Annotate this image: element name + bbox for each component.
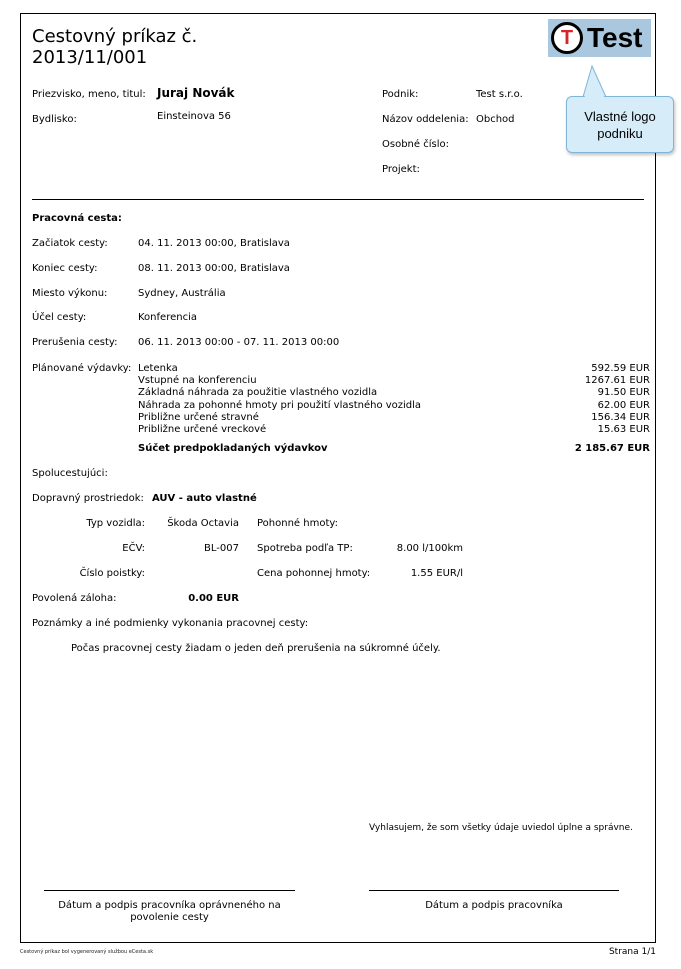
expense-item-amount: 91.50 EUR — [597, 387, 650, 398]
trip-end: 08. 11. 2013 00:00, Bratislava — [138, 263, 290, 274]
address-label: Bydlisko: — [32, 114, 77, 125]
name-label: Priezvisko, meno, titul: — [32, 89, 146, 100]
vehicle-type: Škoda Octavia — [167, 518, 239, 529]
notes-text: Počas pracovnej cesty žiadam o jeden deň prerušenia na súkromné účely. — [71, 643, 441, 654]
expense-item-amount: 592.59 EUR — [591, 363, 650, 374]
vehicle-type-label: Typ vozidla: — [86, 518, 145, 529]
employee-address: Einsteinova 56 — [157, 111, 231, 122]
trip-place: Sydney, Austrália — [138, 288, 226, 299]
personal-no-label: Osobné číslo: — [382, 139, 449, 150]
signature-line-left — [44, 890, 295, 891]
plate: BL-007 — [204, 543, 239, 554]
policy-label: Číslo poistky: — [79, 568, 145, 579]
consumption: 8.00 l/100km — [396, 543, 463, 554]
trip-start-label: Začiatok cesty: — [32, 238, 108, 249]
dept-name: Obchod — [476, 114, 515, 125]
employee-name: Juraj Novák — [157, 86, 235, 100]
trip-purpose: Konferencia — [138, 312, 197, 323]
declaration-text: Vyhlasujem, že som všetky údaje uviedol úplne a správne. — [369, 823, 633, 833]
logo-text: Test — [587, 22, 643, 53]
transport-means: AUV - auto vlastné — [152, 493, 257, 504]
logo-callout — [566, 96, 674, 153]
trip-place-label: Miesto výkonu: — [32, 288, 108, 299]
callout-text: Vlastné logo podniku — [584, 109, 656, 141]
expenses-label: Plánované výdavky: — [32, 363, 132, 374]
trip-end-label: Koniec cesty: — [32, 263, 98, 274]
trip-breaks: 06. 11. 2013 00:00 - 07. 11. 2013 00:00 — [138, 337, 340, 348]
signature-caption-right: Dátum a podpis pracovníka — [425, 900, 563, 911]
expense-item-amount: 15.63 EUR — [597, 424, 650, 435]
expense-item-name: Približne určené stravné — [138, 412, 259, 423]
expense-item-amount: 62.00 EUR — [597, 400, 650, 411]
footer-page: Strana 1/1 — [608, 947, 656, 957]
signature-caption-left-line1: Dátum a podpis pracovníka oprávneného na — [58, 900, 281, 911]
fuel-label: Pohonné hmoty: — [257, 518, 338, 529]
document-title: Cestovný príkaz č. — [32, 26, 198, 47]
document-number: 2013/11/001 — [32, 47, 148, 68]
advance-label: Povolená záloha: — [32, 593, 117, 604]
expense-item-amount: 1267.61 EUR — [584, 375, 650, 386]
dept-label: Názov oddelenia: — [382, 114, 469, 125]
trip-start: 04. 11. 2013 00:00, Bratislava — [138, 238, 290, 249]
expense-item-name: Vstupné na konferenciu — [138, 375, 257, 386]
expenses-total-label: Súčet predpokladaných výdavkov — [138, 443, 328, 454]
expense-item-name: Letenka — [138, 363, 178, 374]
company-label: Podnik: — [382, 89, 419, 100]
company-logo — [548, 19, 651, 57]
company-name: Test s.r.o. — [476, 89, 523, 100]
companions-label: Spolucestujúci: — [32, 468, 108, 479]
page-border — [20, 13, 656, 943]
signature-caption-left — [44, 900, 295, 923]
trip-breaks-label: Prerušenia cesty: — [32, 337, 118, 348]
project-label: Projekt: — [382, 164, 420, 175]
trip-heading: Pracovná cesta: — [32, 213, 122, 224]
fuel-price-label: Cena pohonnej hmoty: — [257, 568, 371, 579]
section-divider — [32, 199, 644, 200]
logo-circle-icon — [551, 22, 583, 54]
fuel-price: 1.55 EUR/l — [410, 568, 463, 579]
footer-generator: Cestovný príkaz bol vygenerovaný službou eCesta.sk — [20, 949, 154, 955]
signature-caption-left-line2: povolenie cesty — [130, 912, 209, 923]
trip-purpose-label: Účel cesty: — [32, 312, 87, 323]
expense-item-amount: 156.34 EUR — [591, 412, 650, 423]
logo-letter: T — [560, 27, 574, 49]
transport-label: Dopravný prostriedok: — [32, 493, 144, 504]
signature-line-right — [369, 890, 619, 891]
expenses-total: 2 185.67 EUR — [574, 443, 650, 454]
notes-label: Poznámky a iné podmienky vykonania pracovnej cesty: — [32, 618, 309, 629]
expense-item-name: Približne určené vreckové — [138, 424, 267, 435]
consumption-label: Spotreba podľa TP: — [257, 543, 353, 554]
expense-item-name: Základná náhrada za použitie vlastného vozidla — [138, 387, 378, 398]
advance-value: 0.00 EUR — [188, 593, 239, 604]
expense-item-name: Náhrada za pohonné hmoty pri použití vlastného vozidla — [138, 400, 422, 411]
plate-label: EČV: — [122, 543, 145, 554]
